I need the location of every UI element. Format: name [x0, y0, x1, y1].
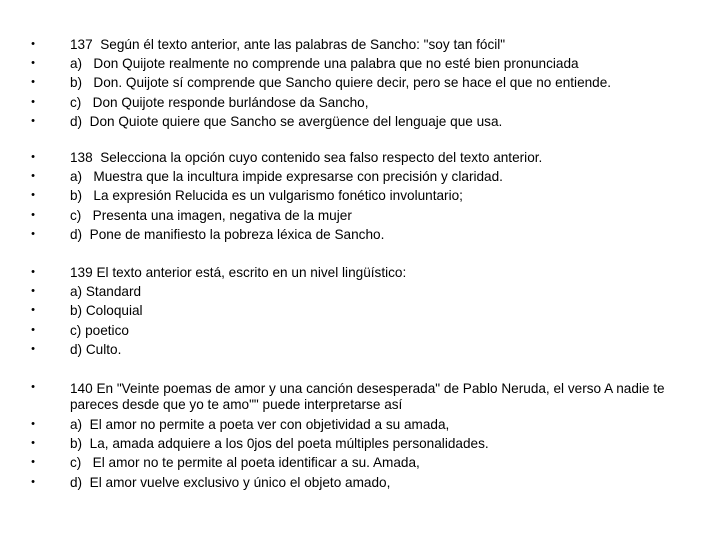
answer-option-c: c) Presenta una imagen, negativa de la mujer: [70, 207, 352, 223]
bullet-point: •: [31, 227, 35, 240]
answer-option-d: d) El amor vuelve exclusivo y único el objeto amado,: [70, 474, 391, 490]
answer-option-b: b) La expresión Relucida es un vulgarismo fonético involuntario;: [70, 188, 463, 204]
question-137: [0, 35, 720, 131]
bullet-point: •: [31, 342, 35, 355]
question-stem: 137 Según él texto anterior, ante las palabras de Sancho: "soy tan fócil": [70, 37, 506, 52]
list-item: [0, 167, 720, 186]
list-item: [0, 379, 720, 415]
list-item: [0, 453, 720, 472]
bullet-point: •: [31, 114, 35, 127]
answer-option-c: c) poetico: [70, 322, 129, 338]
question-138: [0, 148, 720, 244]
list-item: [0, 35, 720, 54]
list-item: [0, 282, 720, 301]
bullet-point: •: [31, 266, 35, 278]
list-item: [0, 340, 720, 359]
answer-option-b: b) Don. Quijote sí comprende que Sancho quiere decir, pero se hace el que no entiende.: [70, 75, 612, 91]
bullet-point: •: [31, 95, 35, 108]
answer-option-b: b) Coloquial: [70, 303, 143, 319]
question-140: [0, 379, 720, 492]
bullet-point: •: [31, 304, 35, 317]
bullet-point: •: [31, 456, 35, 469]
answer-option-d: d) Don Quiote quiere que Sancho se avergüence del lenguaje que usa.: [70, 113, 503, 129]
question-stem: 140 En "Veinte poemas de amor y una canción desesperada" de Pablo Neruda, el verso A nadie te pareces desde que yo te amo"" puede interpretarse así: [70, 381, 665, 412]
answer-option-c: c) Don Quijote responde burlándose da Sancho,: [70, 94, 369, 110]
bullet-point: •: [31, 323, 35, 336]
list-item: [0, 73, 720, 92]
bullet-point: •: [31, 418, 35, 430]
bullet-point: •: [31, 381, 35, 393]
list-item: [0, 112, 720, 131]
question-139: [0, 263, 720, 359]
list-item: [0, 93, 720, 112]
list-item: [0, 225, 720, 244]
bullet-point: •: [31, 208, 35, 221]
bullet-point: •: [31, 475, 35, 488]
bullet-point: •: [31, 76, 35, 89]
list-item: [0, 415, 720, 434]
answer-option-a: a) Don Quijote realmente no comprende una palabra que no esté bien pronunciada: [70, 56, 579, 72]
list-item: [0, 186, 720, 205]
answer-option-b: b) La, amada adquiere a los 0jos del poeta múltiples personalidades.: [70, 436, 489, 452]
answer-option-d: d) Culto.: [70, 341, 122, 357]
list-item: [0, 206, 720, 225]
bullet-point: •: [31, 170, 35, 183]
list-item: [0, 321, 720, 340]
bullet-point: •: [31, 38, 35, 50]
bullet-point: •: [31, 151, 35, 163]
bullet-point: •: [31, 57, 35, 70]
list-item: [0, 148, 720, 167]
answer-option-a: a) Standard: [70, 284, 142, 300]
answer-option-a: a) Muestra que la incultura impide expresarse con precisión y claridad.: [70, 169, 503, 185]
list-item: [0, 301, 720, 320]
bullet-point: •: [31, 437, 35, 450]
question-stem: 139 El texto anterior está, escrito en un nivel lingüístico:: [70, 265, 407, 280]
list-item: [0, 434, 720, 453]
list-item: [0, 473, 720, 492]
bullet-point: •: [31, 189, 35, 202]
list-item: [0, 54, 720, 73]
list-item: [0, 263, 720, 282]
answer-option-c: c) El amor no te permite al poeta identificar a su. Amada,: [70, 455, 420, 471]
answer-option-a: a) El amor no permite a poeta ver con objetividad a su amada,: [70, 417, 450, 432]
question-stem: 138 Selecciona la opción cuyo contenido sea falso respecto del texto anterior.: [70, 150, 543, 165]
bullet-point: •: [31, 285, 35, 298]
answer-option-d: d) Pone de manifiesto la pobreza léxica de Sancho.: [70, 226, 385, 242]
